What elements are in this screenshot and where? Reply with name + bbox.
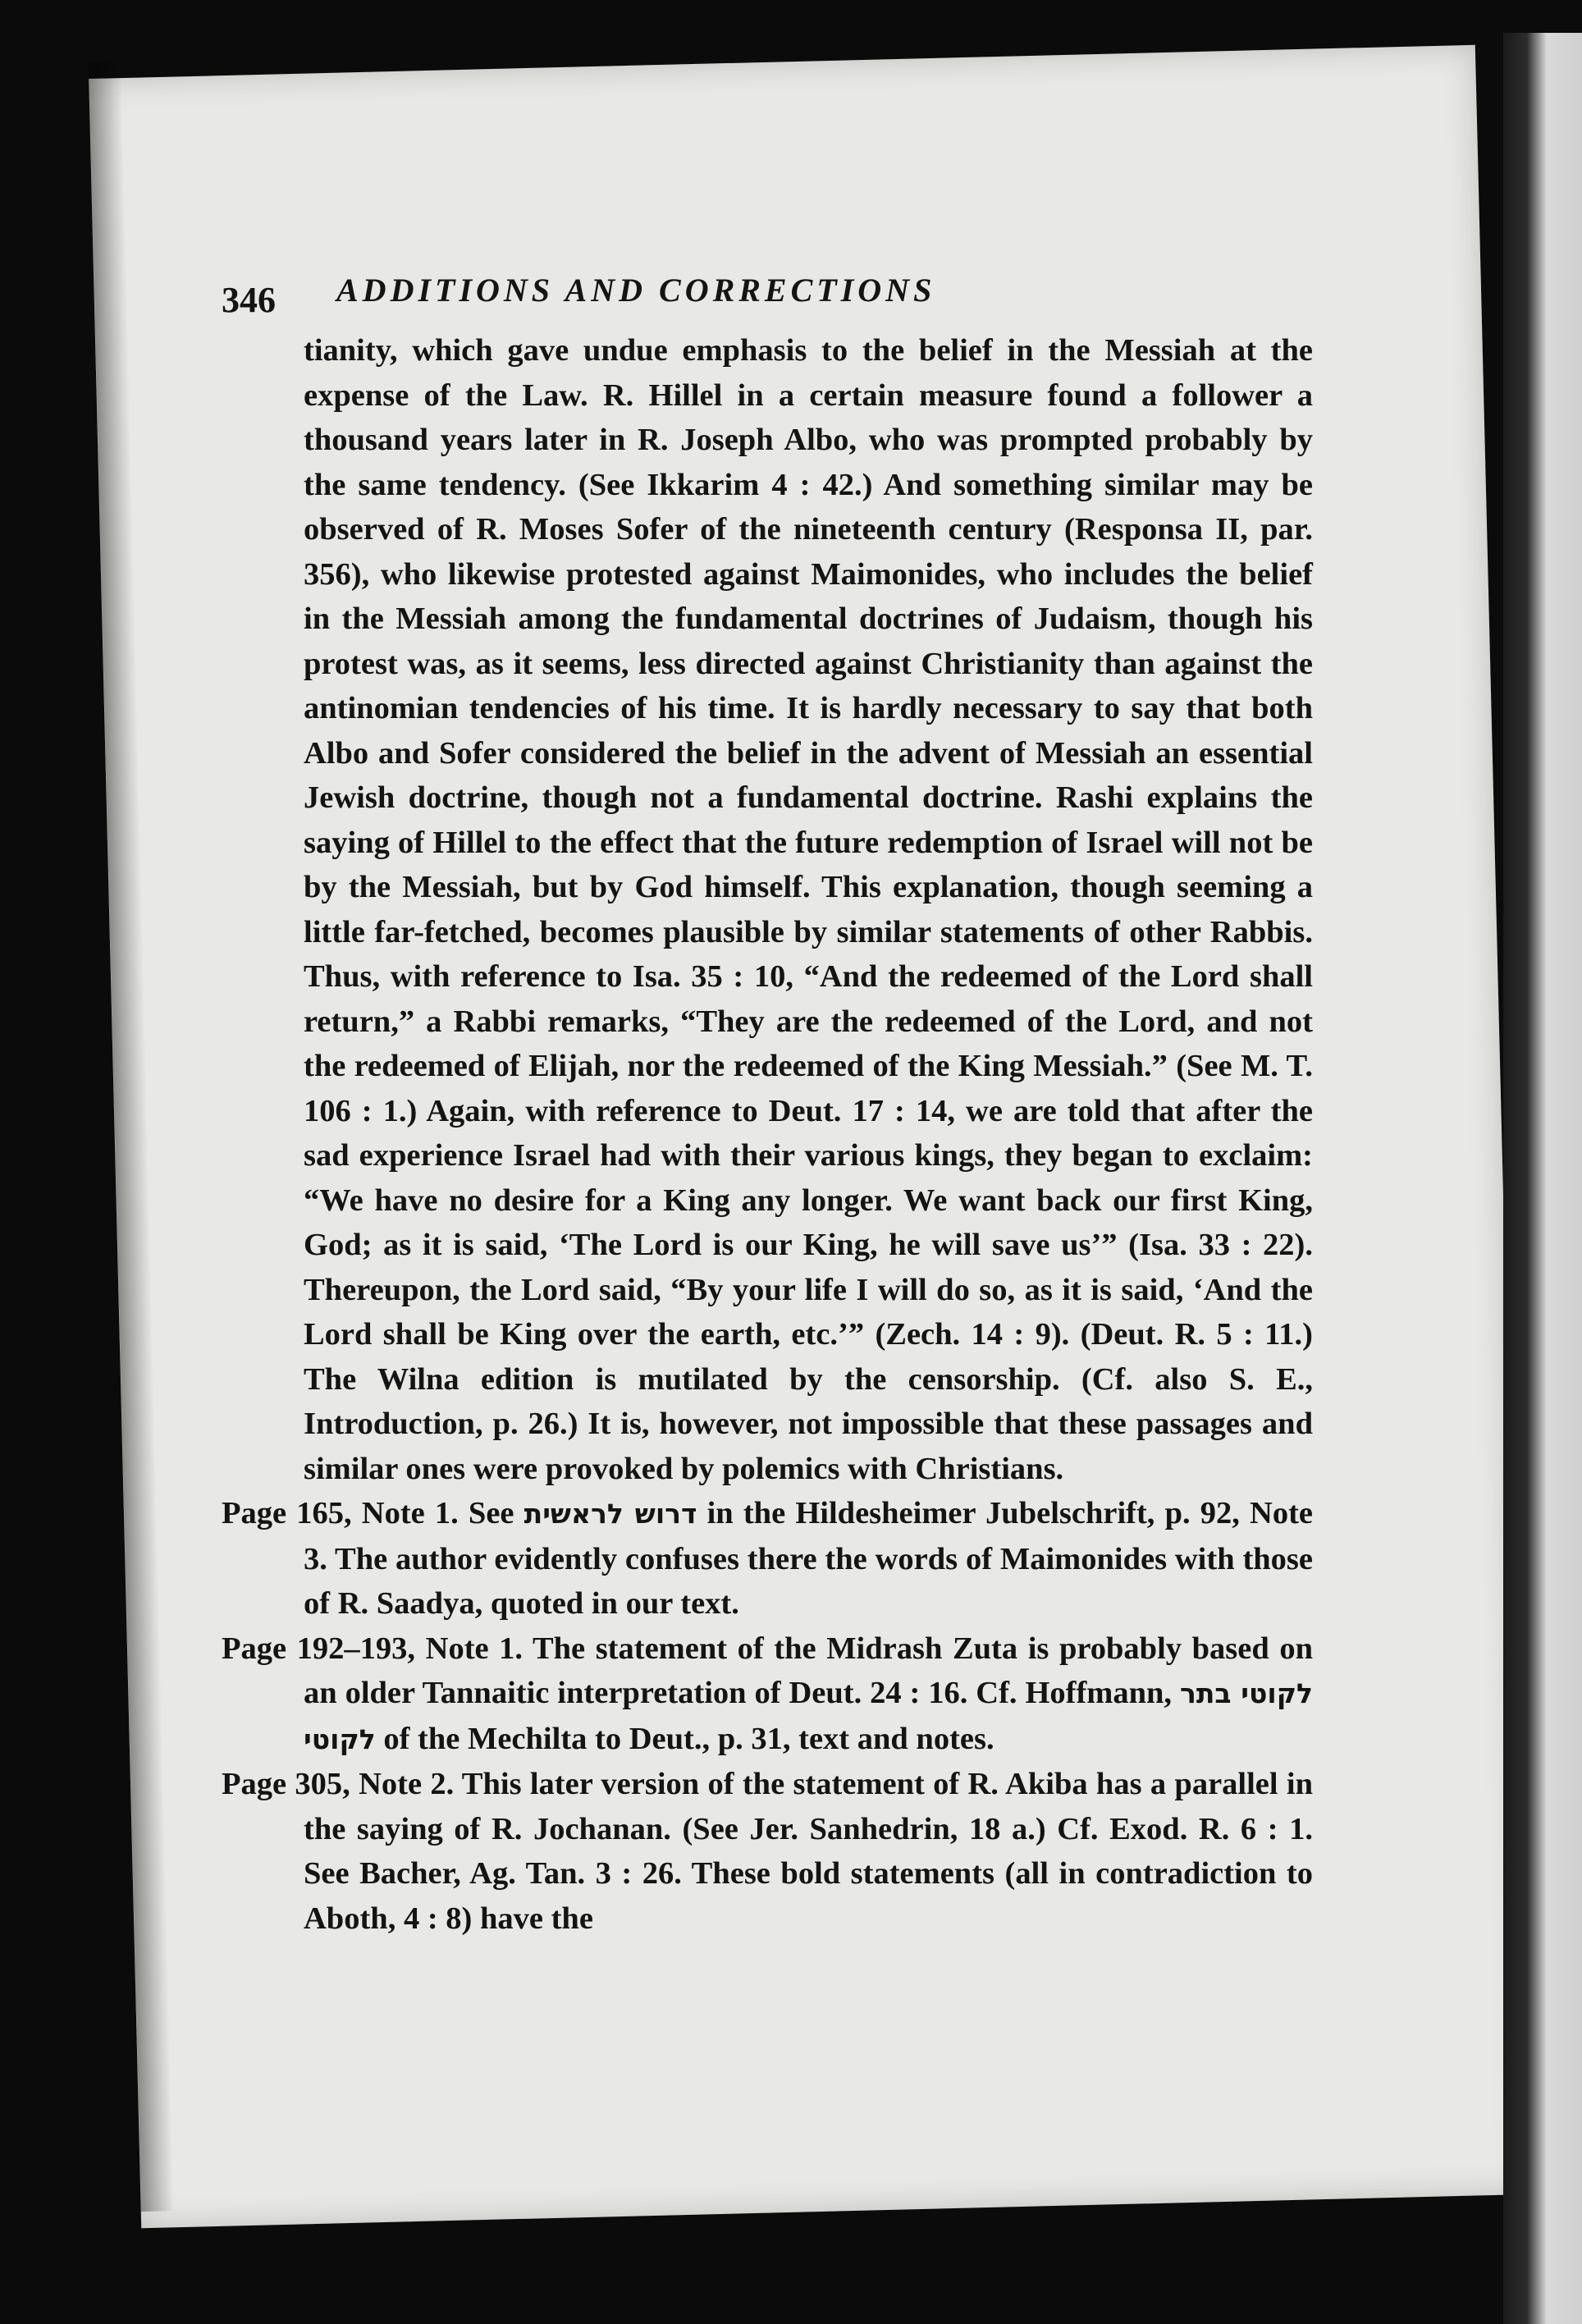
running-title: ADDITIONS AND CORRECTIONS [336, 272, 936, 309]
note-text: of the Mechilta to Deut., p. 31, text and notes. [375, 1721, 994, 1756]
note-text: Page 192–193, Note 1. The statement of the Midrash Zuta is probably based on an older Tannaitic interpretation of Deut. 24 : 16. Cf. Hoffmann, [222, 1631, 1313, 1710]
page-number: 346 [222, 280, 276, 320]
hebrew-title: דרוש לראשית [524, 1498, 697, 1530]
facing-page-edge [1503, 33, 1582, 2324]
note-text: Page 165, Note 1. See [222, 1496, 524, 1530]
page-header [222, 230, 1313, 328]
note-page-192-193 [222, 1626, 1313, 1763]
note-text: Page 305, Note 2. This later version of the statement of R. Akiba has a parallel in the saying of R. Jochanan. (See Jer. Sanhedrin, 18 a.) Cf. Exod. R. 6 : 1. See Bacher, Ag. Tan. 3 : 26. These bold statements (all in contradiction to Aboth, 4 : 8) have the [222, 1767, 1313, 1936]
note-page-165 [222, 1491, 1313, 1626]
page-content [222, 230, 1313, 1941]
note-page-305 [222, 1762, 1313, 1941]
body-paragraph: tianity, which gave undue emphasis to the belief in the Messiah at the expense of the Law. R. Hillel in a certain measure found a follower a thousand years later in R. Joseph Albo, who was prompted probably by the same tendency. (See Ikkarim 4 : 42.) And something similar may be observed of R. Moses Sofer of the nineteenth century (Responsa II, par. 356), who likewise protested against Maimonides, who includes the belief in the Messiah among the fundamental doctrines of Judaism, though his protest was, as it seems, less directed against Christianity than against the antinomian tendencies of his time. It is hardly necessary to say that both Albo and Sofer considered the belief in the advent of Messiah an essential Jewish doctrine, though not a fundamental doctrine. Rashi explains the saying of Hillel to the effect that the future redemption of Israel will not be by the Messiah, but by God himself. This explanation, though seeming a little far-fetched, becomes plausible by similar statements of other Rabbis. Thus, with reference to Isa. 35 : 10, “And the redeemed of the Lord shall return,” a Rabbi remarks, “They are the redeemed of the Lord, and not the redeemed of Elijah, nor the redeemed of the King Messiah.” (See M. T. 106 : 1.) Again, with reference to Deut. 17 : 14, we are told that after the sad experience Israel had with their various kings, they began to exclaim: “We have no desire for a King any longer. We want back our first King, God; as it is said, ‘The Lord is our King, he will save us’” (Isa. 33 : 22). Thereupon, the Lord said, “By your life I will do so, as it is said, ‘And the Lord shall be King over the earth, etc.’” (Zech. 14 : 9). (Deut. R. 5 : 11.) The Wilna edition is mutilated by the censorship. (Cf. also S. E., Introduction, p. 26.) It is, however, not impossible that these passages and similar ones were provoked by polemics with Christians. [304, 333, 1313, 1486]
hebrew-title: לקוטי בתר לקוטי [304, 1677, 1313, 1755]
note-text: in the Hildesheimer Jubelschrift, p. 92, Note 3. The author evidently confuses there the words of Maimonides with those of R. Saadya, quoted in our text. [304, 1496, 1313, 1621]
